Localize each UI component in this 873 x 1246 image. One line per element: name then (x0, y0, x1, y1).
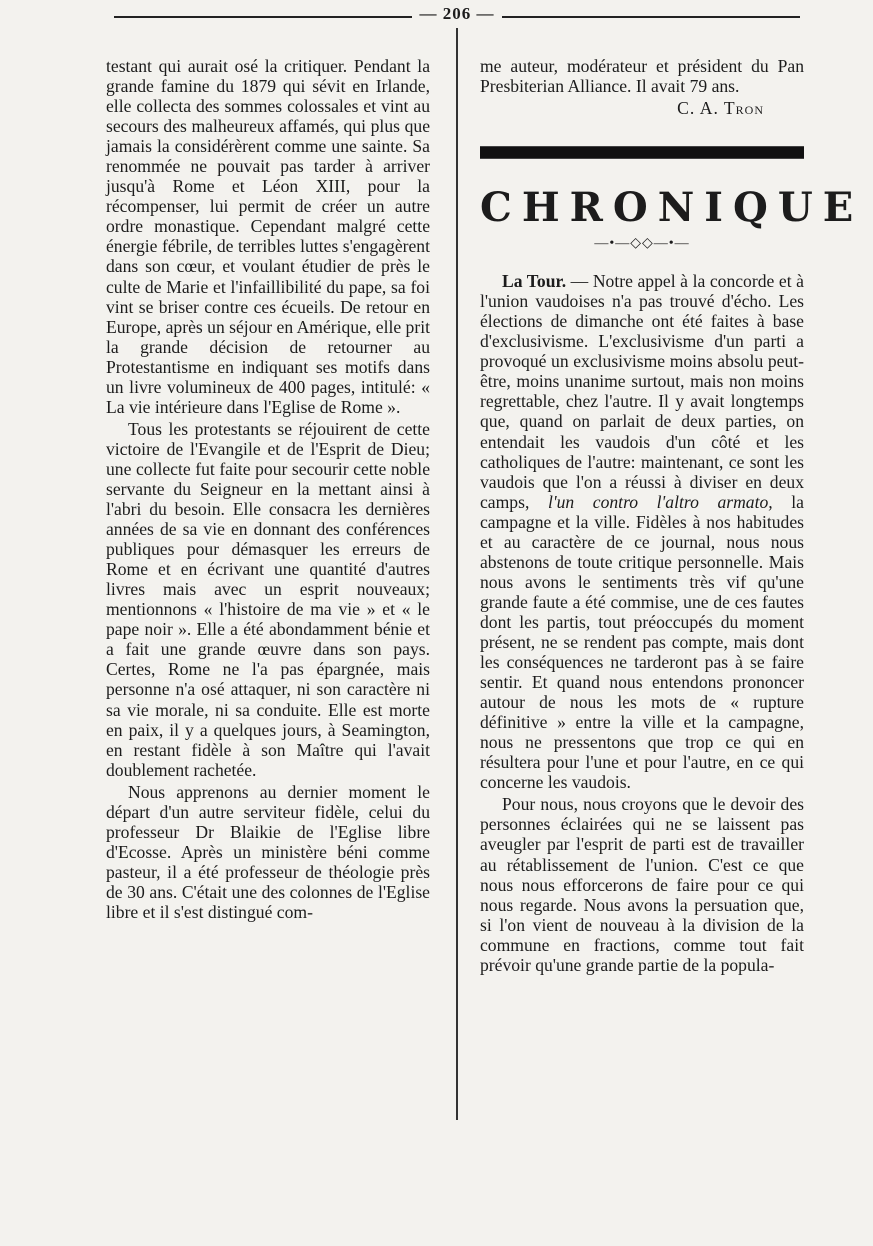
header-rule-left (114, 16, 412, 18)
obituary-continuation: me auteur, modérateur et président du Pan Presbiterian Alliance. Il avait 79 ans. (480, 56, 804, 97)
chronique-lead: La Tour. (502, 271, 567, 292)
chronique-paragraph-2: Pour nous, nous croyons que le devoir des personnes éclairées qui ne se laissent pas aveugler par l'esprit de parti est de travailler au rétablissement de l'union. C'est ce que nous nous efforcerons de faire pour ce qui nous regarde. Nous avons la persuation que, si l'on vient de nouveau à la division de la commune en fractions, comme tout fait prévoir qu'une grande partie de la popula- (480, 794, 804, 975)
chronique-italic-quote: l'un contro l'altro armato, (547, 491, 773, 512)
chronique-text-b: la campagne et la ville. Fidèles à nos habitudes et au caractère de ce journal, nous nous abstenons de toute critique personnelle. Mais nous avons le sentiments très vif qu'une grande faute a été commise, une de ces fautes dont les partis, tout préoccupés du moment présent, ne se rendent pas compte, mais dont les conséquences ne tarderont pas à se faire sentir. Et quand nous entendons prononcer autour de nous les mots de « rupture définitive » entre la ville et la campagne, nous ne pressentons que trop ce qui en résultera pour l'une et pour l'autre, en ce qui concerne les vaudois. (480, 491, 804, 793)
section-rule (480, 146, 804, 159)
author-signature: C. A. Tron (677, 98, 764, 119)
left-paragraph-3: Nous apprenons au dernier moment le départ d'un autre serviteur fidèle, celui du professeur Dr Blaikie de l'Eglise libre d'Ecosse. Après un ministère béni comme pasteur, il a été professeur de théologie près de 30 ans. C'était une des colonnes de l'Eglise libre et il s'est distingué com- (106, 781, 430, 922)
column-divider (456, 28, 458, 1120)
chronique-paragraph-1 (480, 271, 804, 792)
header-rule-right (502, 16, 800, 18)
chronique-text-a: — Notre appel à la concorde et à l'union vaudoises n'a pas trouvé d'écho. Les élections de dimanche ont été faites à base d'exclusivisme. L'exclusivisme d'un parti a provoqué un exclusivisme moins absolu peut-être, moins unanime surtout, mais non moins regrettable, chez l'autre. Il y avait longtemps que, quand on parlait de deux parties, on entendait les vaudois d'un côté et les catholiques de l'autre: maintenant, ce sont les vaudois que l'on a réussi à diviser en deux camps, (480, 271, 804, 512)
section-title: CHRONIQUE (480, 184, 864, 232)
left-column (106, 56, 430, 922)
ornament-divider: —•—◇◇—•— (594, 236, 690, 252)
left-paragraph-1: testant qui aurait osé la critiquer. Pendant la grande famine du 1879 qui sévit en Irlande, elle collecta des sommes colossales et vint au secours des malheureux affamés, qui plus que jamais la considérèrent comme une sainte. Sa renommée ne pouvait pas tarder à arriver jusqu'à Rome et Léon XIII, pour la récompenser, lui permit de créer un autre ordre monastique. Cependant malgré cette énergie fébrile, de terribles luttes s'engagèrent dans son cœur, et voulant étudier de près le culte de Marie et l'infaillibilité du pape, sa foi vint se briser contre ces écueils. De retour en Europe, après un séjour en Amérique, elle prit la grande décision de retourner au Protestantisme en indiquant ses motifs dans un livre volumineux de 400 pages, intitulé: « La vie intérieure dans l'Eglise de Rome ». (106, 56, 430, 417)
page-number: — 206 — (419, 4, 495, 23)
right-column (480, 56, 864, 975)
left-paragraph-2: Tous les protestants se réjouirent de cette victoire de l'Evangile et de l'Esprit de Dieu; une collecte fut faite pour secourir cette noble servante du Seigneur en la mettant ainsi à l'abri du besoin. Elle consacra les dernières années de sa vie en donnant des conférences publiques pour démasquer les erreurs de Rome et en écrivant une quantité d'autres livres mais avec un esprit nouveaux; mentionnons « l'histoire de ma vie » et « le pape noir ». Elle a été abondamment bénie et a fait une grande œuvre dans son pays. Certes, Rome ne l'a pas épargnée, mais personne n'a osé attaquer, ni son caractère ni sa vie morale, ni sa conduite. Elle est morte en paix, il y a quelques jours, à Seamington, en restant fidèle à son Maître qui l'avait doublement rachetée. (106, 418, 430, 780)
